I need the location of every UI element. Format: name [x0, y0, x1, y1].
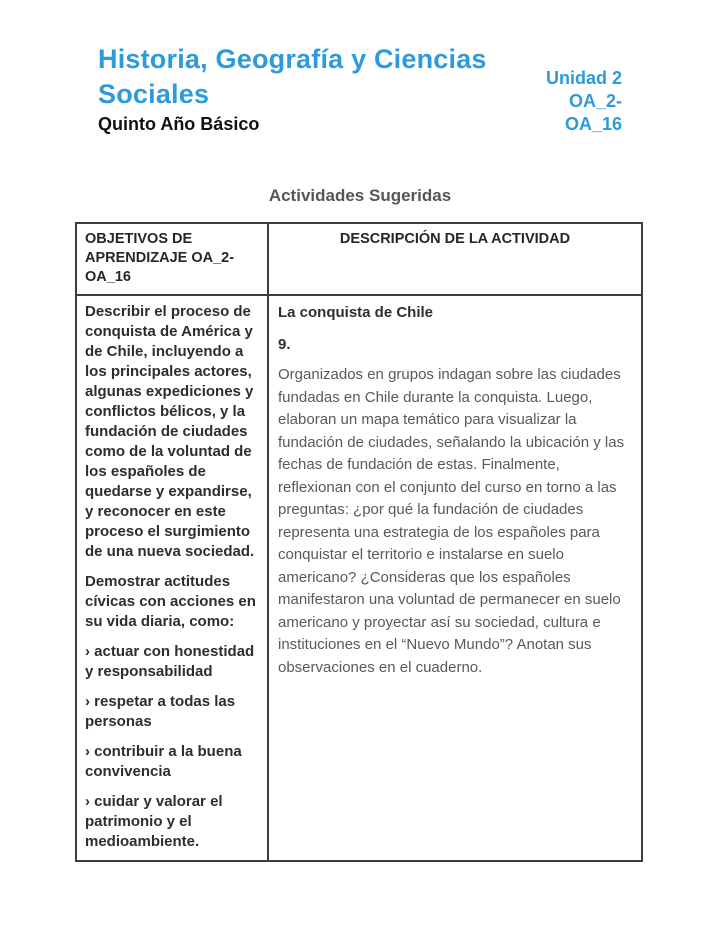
objective-paragraph-2: Demostrar actitudes cívicas con acciones en su vida diaria, como:	[85, 573, 256, 630]
activities-table	[75, 222, 643, 862]
objective-bullet	[85, 792, 259, 852]
activity-cell	[268, 295, 642, 861]
header-left-block	[98, 42, 518, 136]
bullet-marker-icon: ›	[85, 743, 90, 760]
document-header	[98, 42, 622, 136]
activity-number: 9.	[278, 336, 291, 353]
description-column-header: DESCRIPCIÓN DE LA ACTIVIDAD	[268, 223, 642, 295]
bullet-marker-icon: ›	[85, 643, 90, 660]
objective-bullet	[85, 692, 259, 732]
unit-label: Unidad 2	[545, 68, 622, 88]
bullet-marker-icon: ›	[85, 693, 90, 710]
objectives-column-header: OBJETIVOS DE APRENDIZAJE OA_2-OA_16	[76, 223, 268, 295]
table-row	[76, 295, 642, 861]
objective-bullet-text: actuar con honestidad y responsabilidad	[85, 643, 255, 680]
objective-bullet	[85, 642, 259, 682]
oa-code-label: OA_2-OA_16	[564, 91, 622, 134]
activity-description: Organizados en grupos indagan sobre las ciudades fundadas en Chile durante la conquista. Luego, elaboran un mapa temático para visualizar la fundación de ciudades, señalando la ubicación y las fechas de fundación de estas. Finalmente, reflexionan con el conjunto del curso en torno a las preguntas: ¿por qué la fundación de ciudades representa una estrategia de los españoles para conquistar el territorio e instalarse en suelo americano? ¿Consideras que los españoles manifestaron una voluntad de permanecer en suelo americano y proyectar así su sociedad, cultura e instituciones en el “Nuevo Mundo”? Anotan sus observaciones en el cuaderno.	[278, 366, 625, 676]
objective-bullet-text: respetar a todas las personas	[85, 693, 236, 730]
objective-bullet-text: contribuir a la buena convivencia	[85, 743, 242, 780]
bullet-marker-icon: ›	[85, 793, 90, 810]
table-header-row	[76, 223, 642, 295]
header-right-block	[518, 67, 622, 136]
objective-bullet-text: cuidar y valorar el patrimonio y el medioambiente.	[85, 793, 223, 850]
objective-bullet	[85, 742, 259, 782]
objectives-cell	[76, 295, 268, 861]
section-title: Actividades Sugeridas	[268, 186, 452, 205]
subject-title: Historia, Geografía y Ciencias Sociales	[98, 44, 487, 109]
objective-paragraph-1: Describir el proceso de conquista de América y de Chile, incluyendo a los principales actores, algunas expediciones y conflictos bélicos, y la fundación de ciudades como de la voluntad de los españoles de quedarse y expandirse, y reconocer en este proceso el surgimiento de una nueva sociedad.	[85, 303, 255, 560]
grade-subtitle: Quinto Año Básico	[98, 114, 260, 134]
activity-title: La conquista de Chile	[278, 304, 434, 321]
